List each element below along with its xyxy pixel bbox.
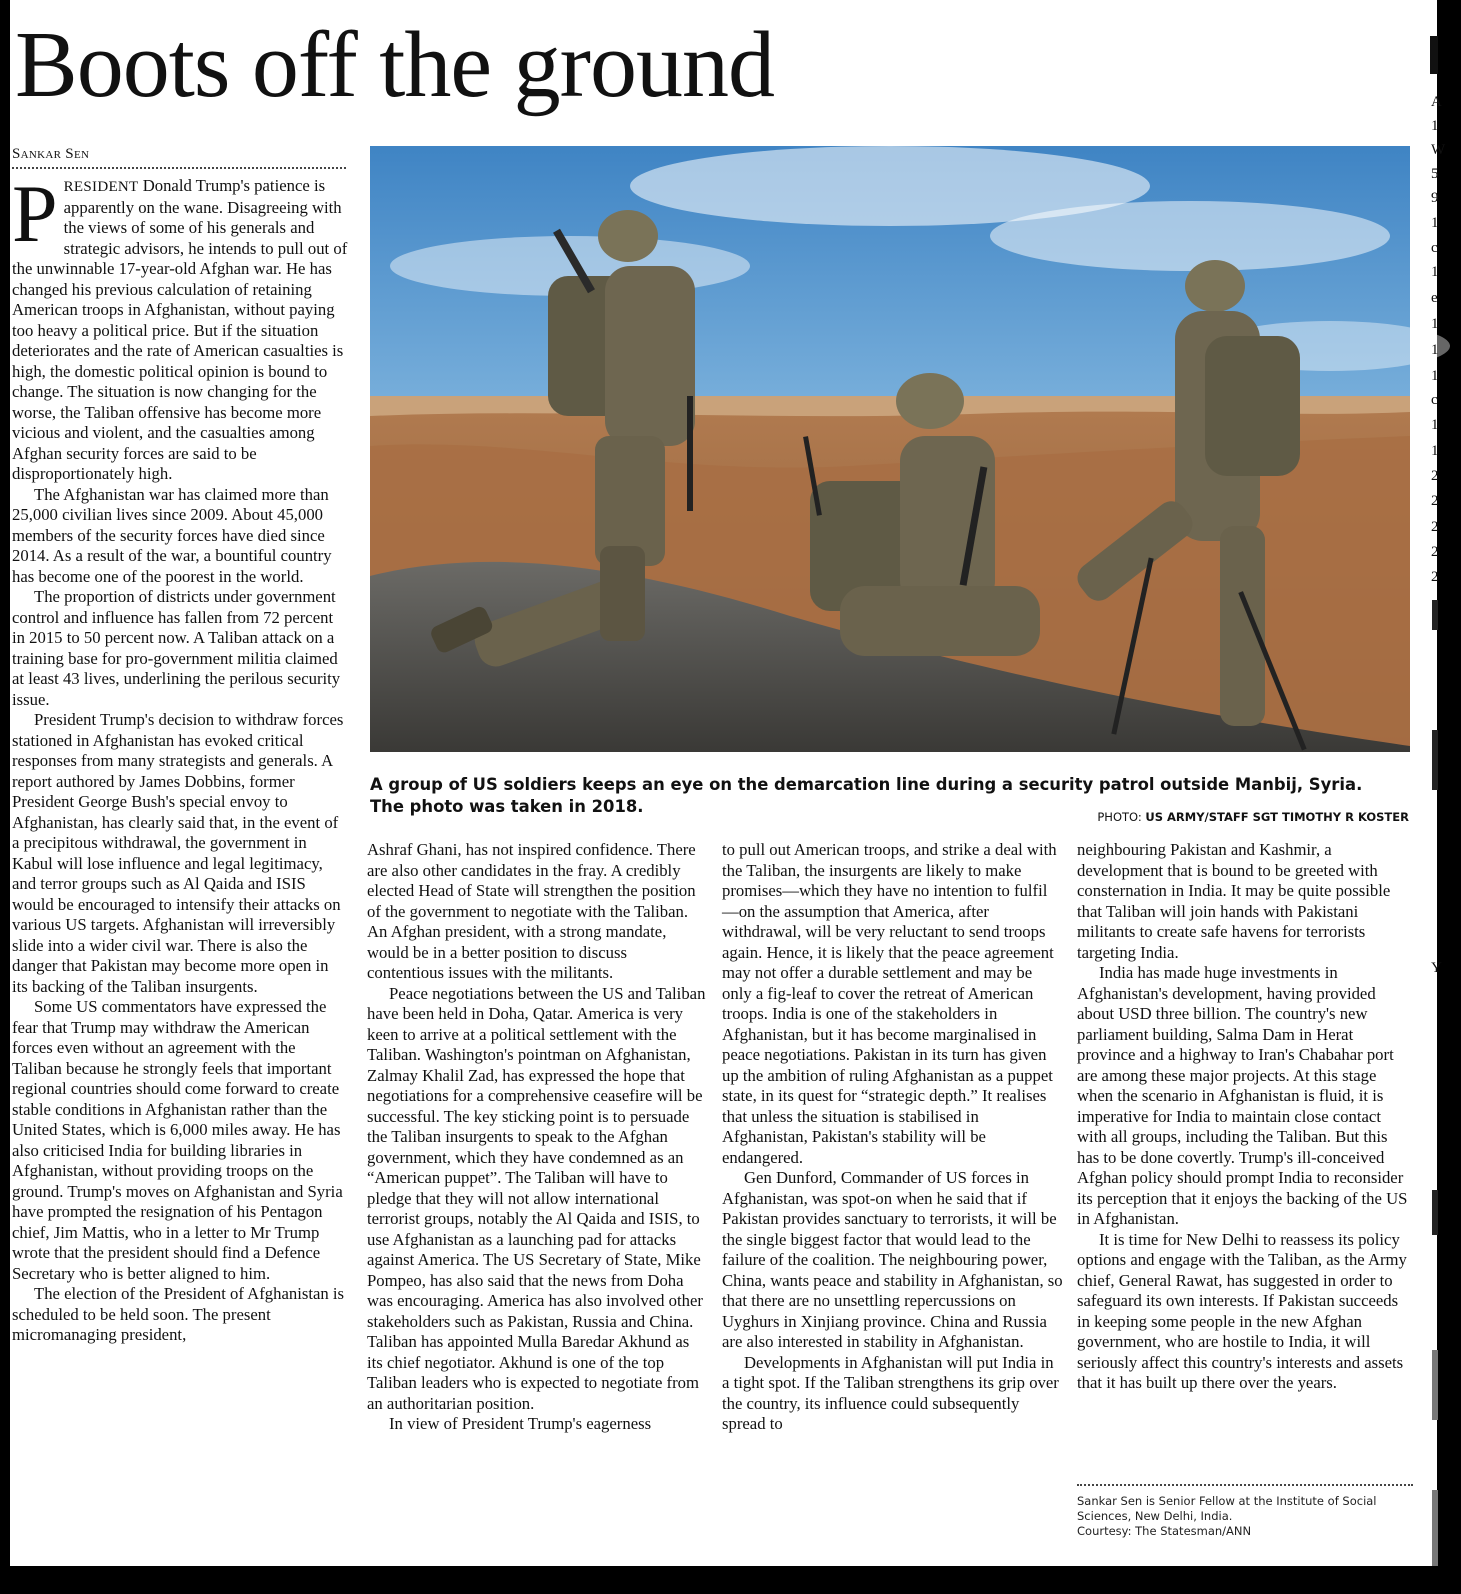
lead-text: Donald Trump's patience is apparently on the wane. Disagreeing with the views of some of his generals and strategic advisors, he intends to pull out of the unwinnable 17-year-old Afghan war. He has changed his previous calculation of retaining American troops in Afghanistan, without paying too heavy a political price. But if the situation deteriorates and the rate of American casualties is high, the domestic political opinion is bound to change. The situation is now changing for the worse, the Taliban offensive has become more vicious and violent, and the casualties among Afghan security forces are said to be disproportionately high. (12, 176, 348, 483)
paragraph: Some US commentators have expressed the fear that Trump may withdraw the American forces even without an agreement with the Taliban because he strongly feels that important regional countries should come forward to create stable conditions in Afghanistan rather than the United States, which is 6,000 miles away. He has also criticised India for building libraries in Afghanistan, without providing troops on the ground. Trump's moves on Afghanistan and Syria have prompted the resignation of his Pentagon chief, Jim Mattis, who in a letter to Mr Trump wrote that the president should find a Defence Secretary who is better aligned to him. (12, 997, 343, 1283)
lead-paragraph (12, 168, 348, 485)
paragraph: Peace negotiations between the US and Taliban have been held in Doha, Qatar. America is very keen to arrive at a political settlement with the Taliban. Washington's pointman on Afghanistan, Zalmay Khalil Zad, has expressed the hope that negotiations for a comprehensive ceasefire will be successful. The key sticking point is to persuade the Taliban insurgents to speak to the Afghan government, which they have condemned as an “American puppet”. The Taliban will have to pledge that they will not allow international terrorist groups, notably the Al Qaida and ISIS, to use Afghanistan as a launching pad for attacks against America. The US Secretary of State, Mike Pompeo, has also said that the news from Doha was encouraging. America has also involved other stakeholders such as Pakistan, Russia and China. Taliban has appointed Mulla Baredar Akhund as its chief negotiator. Akhund is one of the top Taliban leaders who is expected to negotiate from an authoritarian position. (367, 983, 706, 1413)
adjacent-page-char: A (1431, 94, 1442, 110)
paragraph: Ashraf Ghani, has not inspired confidence. There are also other candidates in the fray. A credibly elected Head of State will strengthen the position of the government to negotiate with the Taliban. An Afghan president, with a strong mandate, would be in a better position to discuss contentious issues with the militants. (367, 840, 696, 982)
photo-credit (1097, 810, 1409, 824)
article-column-3 (722, 840, 1064, 1566)
paragraph: to pull out American troops, and strike a deal with the Taliban, the insurgents are likely to make promises—which they have no intention to fulfil—on the assumption that America, after withdrawal, will be very reluctant to send troops again. Hence, it is likely that the peace agreement may not offer a durable settlement and may be only a fig-leaf to cover the retreat of American troops. India is one of the stakeholders in Afghanistan, but it has become marginalised in peace negotiations. Pakistan in its turn has given up the ambition of ruling Afghanistan as a puppet state, in its quest for “strategic depth.” It realises that unless the situation is stabilised in Afghanistan, Pakistan's stability will be endangered. (722, 840, 1057, 1167)
adjacent-page-dark-strip (1432, 1490, 1438, 1566)
adjacent-page-char: 1 (1431, 443, 1439, 459)
newspaper-page (10, 0, 1446, 1566)
article-column-4 (1077, 840, 1413, 1490)
adjacent-page-char: 2 (1431, 519, 1439, 535)
paragraph: Developments in Afghanistan will put India in a tight spot. If the Taliban strengthens its grip over the country, its influence could subsequently spread to (722, 1352, 1059, 1433)
article-column-1 (12, 168, 348, 1566)
article-photo (370, 146, 1410, 752)
adjacent-page-char: 2 (1431, 569, 1439, 585)
adjacent-page-dark-strip (1432, 1350, 1438, 1420)
adjacent-page-char: e (1431, 290, 1438, 306)
paragraph: India has made huge investments in Afghanistan's development, having provided about USD three billion. The country's new parliament building, Salma Dam in Herat province and a highway to Iran's Chabahar port are among these major projects. At this stage when the scenario in Afghanistan is fluid, it is imperative for India to maintain close contact with all groups, including the Taliban. But this has to be done covertly. Trump's ill-conceived Afghan policy should prompt India to reconsider its perception that it enjoys the backing of the US in Afghanistan. (1077, 963, 1408, 1228)
adjacent-page-char: 2 (1431, 544, 1439, 560)
photo-caption: A group of US soldiers keeps an eye on the demarcation line during a security patrol outside Manbij, Syria. The photo was taken in 2018. (370, 775, 1363, 816)
paragraph: The Afghanistan war has claimed more than 25,000 civilian lives since 2009. About 45,000 members of the security forces have died since 2014. As a result of the war, a bountiful country has become one of the poorest in the world. (12, 484, 332, 586)
photo-credit-label: PHOTO: (1097, 810, 1146, 824)
bio-line: Sciences, New Delhi, India. (1077, 1509, 1233, 1523)
paragraph: The proportion of districts under government control and influence has fallen from 72 percent in 2015 to 50 percent now. A Taliban attack on a training base for pro-government militia claimed at least 43 lives, underlining the perilous security issue. (12, 587, 341, 709)
author-bio (1077, 1494, 1413, 1539)
adjacent-page-char: 1 (1431, 368, 1439, 384)
adjacent-page-char: 1 (1431, 215, 1439, 231)
paragraph: Gen Dunford, Commander of US forces in Afghanistan, was spot-on when he said that if Pakistan provides sanctuary to terrorists, it will be the single biggest factor that would lead to the failure of the coalition. The neighbouring power, China, wants peace and stability in Afghanistan, so that there are no unsettling repercussions on Uyghurs in Xinjiang province. China and Russia are also interested in stability in Afghanistan. (722, 1168, 1063, 1351)
adjacent-page-dark-strip (1432, 730, 1438, 790)
bio-courtesy: Courtesy: The Statesman/ANN (1077, 1524, 1252, 1538)
paragraph: In view of President Trump's eagerness (389, 1414, 652, 1433)
adjacent-page-char: c (1431, 392, 1438, 408)
paragraph: It is time for New Delhi to reassess its policy options and engage with the Taliban, as the Army chief, General Rawat, has suggested in order to safeguard its own interests. If Pakistan succeeds in keeping some people in the new Afghan government, who are hostile to India, it will seriously affect this country's interests and assets that it has built up there over the years. (1077, 1229, 1407, 1392)
adjacent-page-bar (1430, 36, 1438, 74)
adjacent-page-char: W (1431, 142, 1446, 158)
byline: Sankar Sen (12, 146, 346, 169)
bio-divider (1077, 1484, 1413, 1486)
adjacent-page-char: 1 (1431, 342, 1439, 358)
adjacent-page-char: 2 (1431, 493, 1439, 509)
adjacent-page-char: c (1431, 240, 1438, 256)
adjacent-page-char: 5 (1431, 166, 1439, 182)
adjacent-page-char: Y (1431, 960, 1442, 976)
bio-line: Sankar Sen is Senior Fellow at the Institute of Social (1077, 1494, 1377, 1508)
paragraph: neighbouring Pakistan and Kashmir, a development that is bound to be greeted with consternation in India. It may be quite possible that Taliban will join hands with Pakistani militants to create safe havens for terrorists targeting India. (1077, 840, 1391, 962)
adjacent-page-char: 1 (1431, 316, 1439, 332)
soldiers-photo-illustration (370, 146, 1410, 752)
lead-caps: RESIDENT (63, 179, 139, 195)
adjacent-page-char: 1 (1431, 264, 1439, 280)
photo-credit-name: US ARMY/STAFF SGT TIMOTHY R KOSTER (1145, 810, 1409, 824)
adjacent-page-char: 2 (1431, 468, 1439, 484)
headline: Boots off the ground (15, 13, 774, 117)
adjacent-page-char: 1 (1431, 417, 1439, 433)
adjacent-page-dark-strip (1432, 1190, 1438, 1235)
paragraph: President Trump's decision to withdraw forces stationed in Afghanistan has evoked critical responses from many strategists and generals. A report authored by James Dobbins, former President George Bush's special envoy to Afghanistan, has clearly said that, in the event of a precipitous withdrawal, the government in Kabul will lose influence and legal legitimacy, and terror groups such as Al Qaida and ISIS would be encouraged to intensify their attacks on various US targets. Afghanistan will irreversibly slide into a wider civil war. There is also the danger that Pakistan may become more open in its backing of the Taliban insurgents. (12, 710, 344, 996)
adjacent-page-char: 1 (1431, 118, 1439, 134)
article-column-2 (367, 840, 707, 1566)
adjacent-page-dark-strip (1432, 600, 1438, 630)
adjacent-page-char: 9 (1431, 190, 1439, 206)
paragraph: The election of the President of Afghanistan is scheduled to be held soon. The present micromanaging president, (12, 1284, 345, 1344)
drop-cap: P (12, 168, 58, 259)
